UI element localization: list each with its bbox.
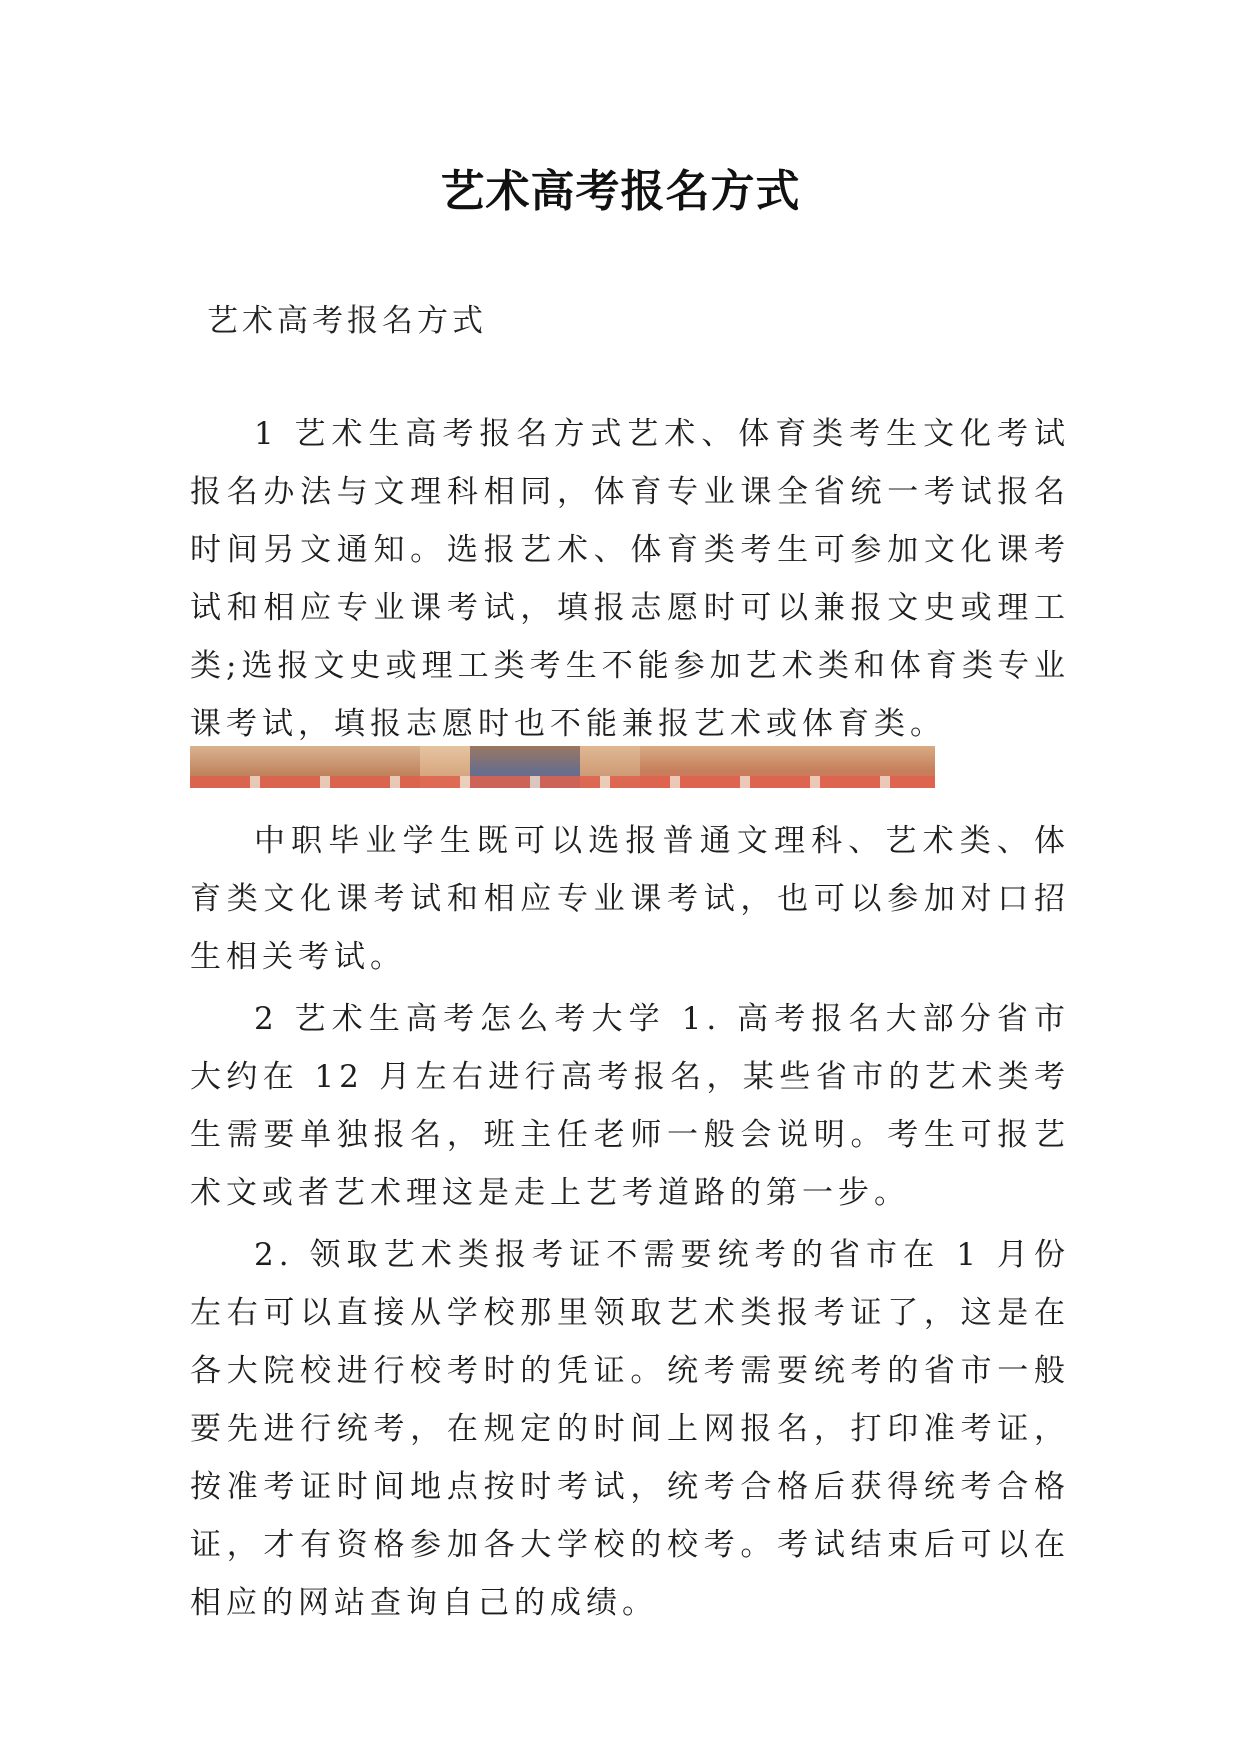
paragraph: 2 艺术生高考怎么考大学 1. 高考报名大部分省市大约在 12 月左右进行高考报名，某些省市的艺术类考生需要单独报名，班主任老师一般会说明。考生可报艺术文或者艺术理这是走上艺考道路的第一步。	[190, 1001, 1070, 1211]
cropped-photo-image	[190, 746, 935, 788]
paragraph: 中职毕业学生既可以选报普通文理科、艺术类、体育类文化课考试和相应专业课考试，也可以参加对口招生相关考试。	[190, 823, 1070, 975]
body-block-1	[190, 405, 1070, 753]
paragraph: 2. 领取艺术类报考证不需要统考的省市在 1 月份左右可以直接从学校那里领取艺术类报考证了，这是在各大院校进行校考时的凭证。统考需要统考的省市一般要先进行统考，在规定的时间上网报名，打印准考证，按准考证时间地点按时考试，统考合格后获得统考合格证，才有资格参加各大学校的校考。考试结束后可以在相应的网站查询自己的成绩。	[190, 1237, 1070, 1621]
document-title: 艺术高考报名方式	[440, 166, 801, 217]
document-subtitle: 艺术高考报名方式	[207, 303, 487, 339]
photo-region	[190, 776, 935, 788]
paragraph: 1 艺术生高考报名方式艺术、体育类考生文化考试报名办法与文理科相同，体育专业课全省统一考试报名时间另文通知。选报艺术、体育类考生可参加文化课考试和相应专业课考试，填报志愿时可以兼报文史或理工类;选报文史或理工类考生不能参加艺术类和体育类专业课考试，填报志愿时也不能兼报艺术或体育类。	[190, 416, 1070, 742]
body-block-2	[190, 812, 1070, 1636]
